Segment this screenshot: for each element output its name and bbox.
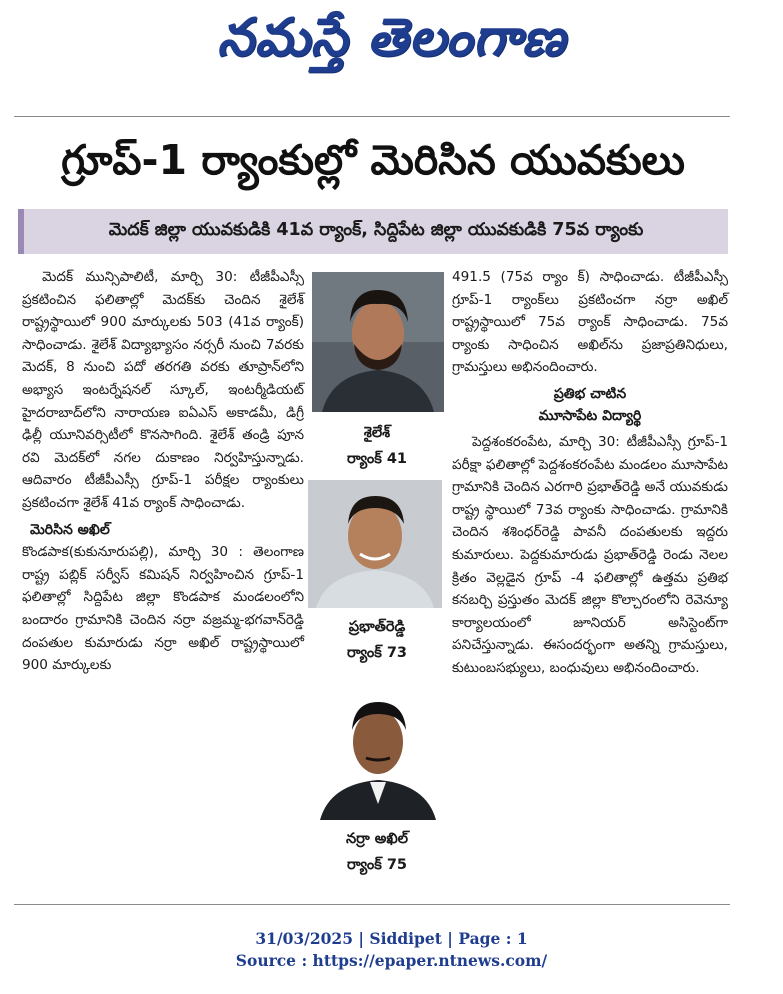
caption-name-akhil: నర్రా అఖిల్‌ <box>345 831 409 847</box>
paragraph-akhil-continued: 491.5 (75వ ర్యాం క్‌) సాధించాడు. టీజీపీఎస్సీ గ్రూప్‌-1 ర్యాంక్‌లు ప్రకటించగా నర్రా అఖిల్‌ రాష్ట్రస్థాయిలో 75వ ర్యాంక్‌ సాధించాడు. 75వ ర్యాంకు సాధించిన అఖిల్‌ను ప్రజాప్రతినిధులు, గ్రామస్తులు అభినందించారు. <box>452 269 728 376</box>
caption-rank-akhil: ర్యాంక్‌ 75 <box>346 857 408 873</box>
sub-heading-musapet: మూసాపేట విద్యార్థి <box>538 407 642 424</box>
caption-rank-shailesh: ర్యాంక్‌ 41 <box>346 451 408 467</box>
footer-source: Source : https://epaper.ntnews.com/ <box>235 951 548 970</box>
side-heading-akhil: మెరిసిన అఖిల్‌ <box>30 521 110 538</box>
photo-shailesh <box>312 272 444 412</box>
caption-name-prabhath: ప్రభాత్‌రెడ్డి <box>348 619 406 635</box>
photo-narra-akhil <box>314 684 442 820</box>
photo-prabhath-reddy <box>308 480 442 608</box>
paragraph-medak: మెదక్‌ మున్సిపాలిటీ, మార్చి 30: టీజీపీఎస్సీ ప్రకటించిన ఫలితాల్లో మెదక్‌కు చెందిన శైలేశ్‌ రాష్ట్రస్థాయిలో 900 మార్కులకు 503 (41వ ర్యాంక్‌) సాధించాడు. శైలేశ్‌ విద్యాభ్యాసం నర్సరీ నుంచి 7వరకు మెదక్‌, 8 నుంచి పదో తరగతి వరకు తూప్రాన్‌లోని అభ్యాస ఇంటర్నేషనల్‌ స్కూల్‌, ఇంటర్మీడియట్‌ హైదరాబాద్‌లోని నారాయణ ఐఏఎస్‌ అకాడమీ, డిగ్రీ ఢిల్లీ యూనివర్సిటీలో కొనసాగింది. శైలేశ్‌ తండ్రి పూన రవి మెదక్‌లో నగల దుకాణం నిర్వహిస్తున్నాడు. ఆదివారం టీజీపీఎస్సీ గ్రూప్‌-1 పరీక్షల ర్యాంకులు ప్రకటించగా శైలేశ్‌ 41వ ర్యాంక్‌ సాధించాడు. <box>22 269 304 511</box>
top-divider <box>14 116 730 117</box>
article-headline: గ్రూప్‌-1 ర్యాంకుల్లో మెరిసిన యువకులు <box>61 136 685 184</box>
footer-date-edition: 31/03/2025 | Siddipet | Page : 1 <box>255 929 528 948</box>
article-subhead: మెదక్‌ జిల్లా యువకుడికి 41వ ర్యాంక్‌, సిద్దిపేట జిల్లా యువకుడికి 75వ ర్యాంకు <box>18 209 728 254</box>
caption-name-shailesh: శైలేశ్‌ <box>363 425 391 441</box>
bottom-divider <box>14 904 730 905</box>
article-column-left <box>22 266 304 677</box>
sub-heading-talent: ప్రతిభ చాటిన <box>553 385 627 402</box>
paragraph-peddashankarampet: పెద్దశంకరంపేట, మార్చి 30: టీజీపీఎస్సీ గ్రూప్‌-1 పరీక్షా ఫలితాల్లో పెద్దశంకరంపేట మండలం మూసాపేట గ్రామానికి చెందిన ఎరగారి ప్రభాత్‌రెడ్డి అనే యువకుడు రాష్ట్ర స్థాయిలో 73వ ర్యాంకు సాధించాడు. గ్రామానికి చెందిన శశింధర్‌రెడ్డి పావనీ దంపతులకు ఇద్దరు కుమారులు. పెద్దకుమారుడు ప్రభాత్‌రెడ్డి రెండు నెలల క్రితం వెల్లడైన గ్రూప్‌ -4 ఫలితాల్లో ఉత్తమ ప్రతిభ కనబర్చి ప్రస్తుతం మెదక్‌ జిల్లా కొల్చారంలోని రెవెన్యూ కార్యాలయంలో జూనియర్‌ అసిస్టెంట్‌గా పనిచేస్తున్నాడు. ఈసందర్భంగా అతన్ని గ్రామస్తులు, కుటుంబసభ్యులు, బంధువులు అభినందించారు. <box>452 433 728 676</box>
newspaper-logo: నమస్తే తెలంగాణ <box>217 7 566 68</box>
caption-rank-prabhath: ర్యాంక్‌ 73 <box>346 645 408 661</box>
masthead <box>0 0 783 88</box>
page-footer <box>0 928 783 972</box>
article-column-right <box>452 266 728 680</box>
paragraph-kondapaka: కొండపాక(కుకునూరుపల్లి), మార్చి 30 : తెలంగాణ రాష్ట్ర పబ్లిక్‌ సర్వీస్‌ కమిషన్‌ నిర్వహించిన గ్రూప్‌-1 ఫలితాల్లో సిద్దిపేట జిల్లా కొండపాక మండలంలోని బందారం గ్రామానికి చెందిన నర్రా వజ్రమ్మ-భగవాన్‌రెడ్డి దంపతుల కుమారుడు నర్రా అఖిల్‌ రాష్ట్రస్థాయిలో 900 మార్కులకు <box>22 544 304 674</box>
